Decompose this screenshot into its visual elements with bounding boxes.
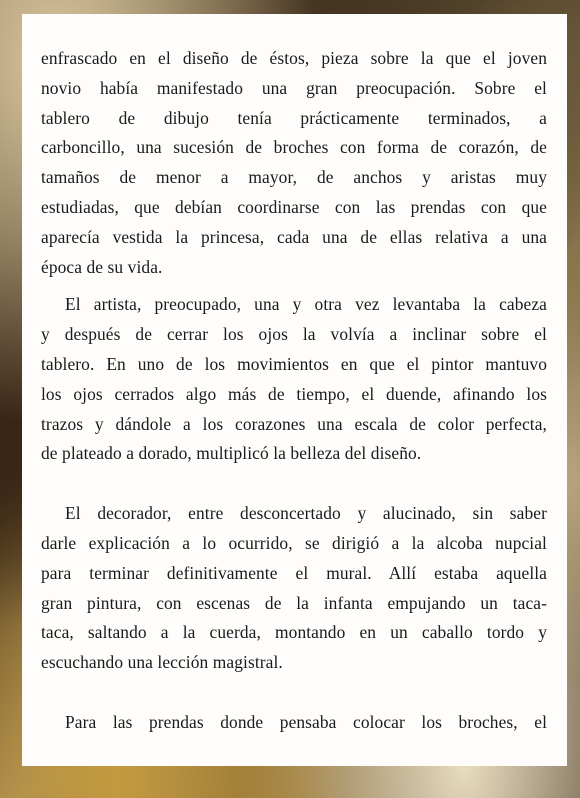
text-line: carboncillo, una sucesión de broches con forma de corazón, de	[41, 137, 547, 158]
text-line: tamaños de menor a mayor, de anchos y aristas muy	[41, 167, 547, 188]
text-line: tablero de dibujo tenía prácticamente terminados, a	[41, 107, 547, 128]
text-line: Para las prendas donde pensaba colocar los broches, el	[65, 711, 547, 732]
text-line: tablero. En uno de los movimientos en que el pintor mantuvo	[41, 353, 547, 374]
text-line: estudiadas, que debían coordinarse con las prendas con que	[41, 196, 547, 217]
paragraph-1	[41, 44, 547, 282]
paragraph-spacer	[41, 469, 547, 499]
text-line: gran pintura, con escenas de la infanta empujando un taca-	[41, 592, 547, 613]
text-line: y después de cerrar los ojos la volvía a inclinar sobre el	[41, 324, 547, 345]
paragraph-4	[41, 708, 547, 738]
paragraph-spacer	[41, 678, 547, 708]
text-line: novio había manifestado una gran preocupación. Sobre el	[41, 77, 547, 98]
paragraph-3	[41, 499, 547, 678]
text-line: taca, saltando a la cuerda, montando en un caballo tordo y	[41, 622, 547, 643]
text-line: de plateado a dorado, multiplicó la belleza del diseño.	[41, 443, 422, 464]
paragraph-spacer	[41, 282, 547, 290]
text-line: época de su vida.	[41, 256, 163, 277]
text-line: El decorador, entre desconcertado y alucinado, sin saber	[65, 503, 547, 524]
paragraph-2	[41, 290, 547, 469]
text-line: para terminar definitivamente el mural. Allí estaba aquella	[41, 562, 547, 583]
text-line: trazos y dándole a los corazones una escala de color perfecta,	[41, 413, 547, 434]
text-line: aparecía vestida la princesa, cada una de ellas relativa a una	[41, 226, 547, 247]
text-line: los ojos cerrados algo más de tiempo, el duende, afinando los	[41, 383, 547, 404]
text-line: escuchando una lección magistral.	[41, 652, 283, 673]
book-page	[22, 14, 567, 766]
text-line: El artista, preocupado, una y otra vez levantaba la cabeza	[65, 294, 547, 315]
text-line: enfrascado en el diseño de éstos, pieza sobre la que el joven	[41, 48, 547, 68]
text-line: darle explicación a lo ocurrido, se dirigió a la alcoba nupcial	[41, 532, 547, 553]
